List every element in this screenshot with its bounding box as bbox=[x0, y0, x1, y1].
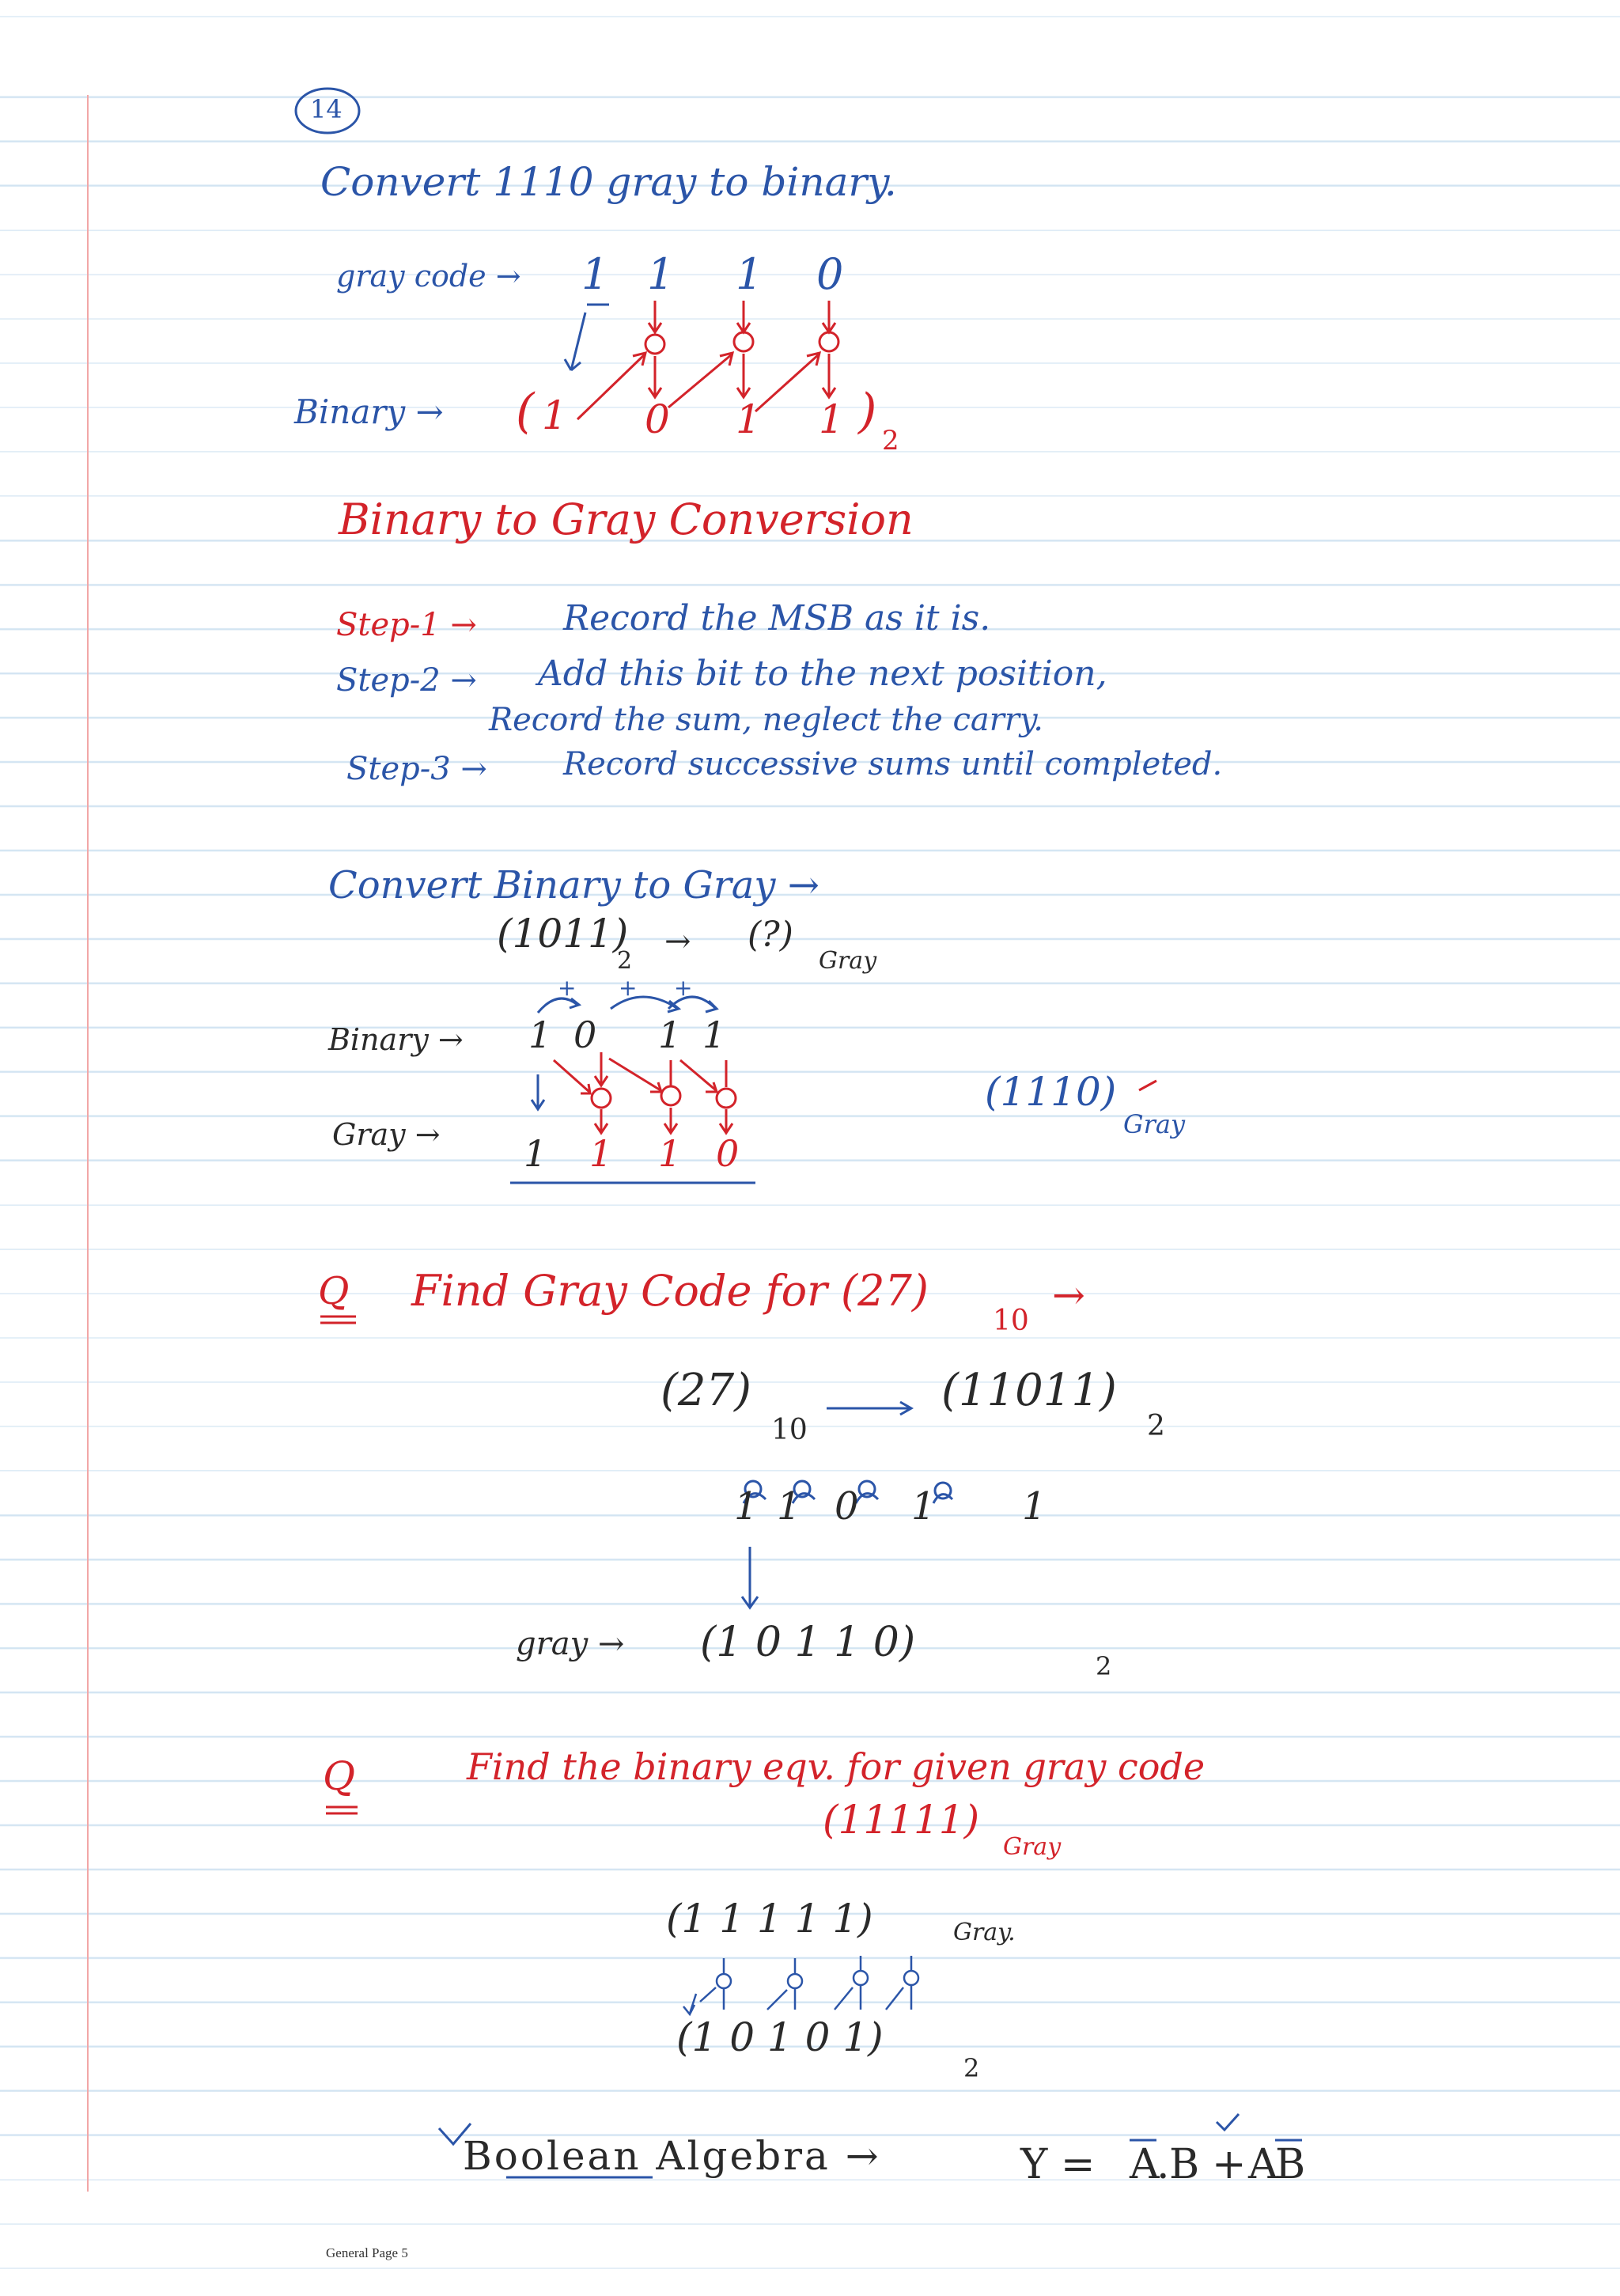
sec1-gray-digit-3: 0 bbox=[816, 249, 844, 299]
sec3-gray-digit-3: 0 bbox=[716, 1132, 740, 1175]
sec4-result: (1 0 1 1 0) bbox=[700, 1619, 916, 1666]
sec5-row1: (1 1 1 1 1) bbox=[666, 1896, 873, 1942]
sec3-heading: Convert Binary to Gray → bbox=[328, 863, 819, 907]
sec4-question-sub: 10 bbox=[993, 1305, 1029, 1337]
sec1-gray-label: gray code → bbox=[336, 259, 521, 294]
sec6-term4: B bbox=[1275, 2141, 1306, 2188]
sec6-dot: . bbox=[1156, 2141, 1170, 2188]
sec1-gray-digit-2: 1 bbox=[736, 249, 763, 299]
sec6-plus: + bbox=[1212, 2141, 1247, 2188]
sec3-plus-1: + bbox=[619, 975, 638, 1001]
sec4-xor-digit-0: 1 bbox=[734, 1484, 759, 1529]
sec3-given: (1011) bbox=[497, 911, 629, 957]
sec3-binary-digit-2: 1 bbox=[658, 1013, 682, 1056]
sec1-binary-label: Binary → bbox=[294, 392, 444, 431]
sec6-term1: A bbox=[1130, 2141, 1160, 2188]
sec3-answer-sub: Gray bbox=[1123, 1109, 1186, 1139]
sec2-step-2b-text: Record the sum, neglect the carry. bbox=[489, 702, 1043, 738]
sec3-given-base: 2 bbox=[617, 947, 633, 975]
sec4-conv-left: (27) bbox=[660, 1365, 751, 1416]
sec5-q-mark: Q bbox=[323, 1753, 355, 1799]
sec1-binary-digit-3: 1 bbox=[819, 396, 844, 442]
sec5-row2-sub: 2 bbox=[963, 2053, 980, 2083]
sec1-binary-digit-0: 1 bbox=[542, 392, 567, 438]
sec2-step-3-text: Record successive sums until completed. bbox=[563, 746, 1223, 782]
sec1-binary-digit-1: 0 bbox=[645, 396, 670, 442]
sec3-gray-digit-2: 1 bbox=[658, 1132, 682, 1175]
sec4-question: Find Gray Code for (27) bbox=[411, 1266, 929, 1316]
sec6-title: Boolean Algebra → bbox=[463, 2133, 881, 2179]
sec3-arrow: → bbox=[664, 923, 691, 960]
sec2-step-3-label: Step-3 → bbox=[346, 751, 487, 787]
sec3-unknown-sub: Gray bbox=[819, 947, 877, 975]
sec4-result-sub: 2 bbox=[1096, 1651, 1112, 1681]
sec4-result-label: gray → bbox=[516, 1626, 625, 1662]
sec4-xor-digit-3: 1 bbox=[911, 1484, 936, 1529]
sec3-plus-0: + bbox=[558, 975, 577, 1001]
sec1-gray-digit-0: 1 bbox=[581, 249, 609, 299]
sec3-gray-digit-1: 1 bbox=[589, 1132, 613, 1175]
sec4-q-mark: Q bbox=[318, 1269, 350, 1313]
sec4-question-arrow: → bbox=[1052, 1272, 1085, 1318]
sec5-row1-sub: Gray. bbox=[953, 1919, 1016, 1946]
sec4-xor-digit-4: 1 bbox=[1022, 1484, 1047, 1529]
sec1-binary-digit-2: 1 bbox=[736, 396, 761, 442]
sec3-binary-digit-1: 0 bbox=[573, 1013, 597, 1056]
sec3-binary-digit-0: 1 bbox=[528, 1013, 552, 1056]
sec4-conv-right-sub: 2 bbox=[1147, 1410, 1165, 1442]
sec4-xor-digit-2: 0 bbox=[835, 1484, 859, 1529]
sec2-step-2-text: Add this bit to the next position, bbox=[538, 654, 1107, 694]
sec5-given-sub: Gray bbox=[1003, 1833, 1062, 1861]
sec4-conv-right: (11011) bbox=[941, 1365, 1117, 1416]
sec1-binary-base: 2 bbox=[882, 425, 899, 457]
sec3-binary-digit-3: 1 bbox=[702, 1013, 726, 1056]
sec3-answer: (1110) bbox=[985, 1069, 1117, 1115]
sec2-title: Binary to Gray Conversion bbox=[339, 494, 914, 544]
sec4-conv-left-sub: 10 bbox=[771, 1414, 808, 1446]
page-number: 14 bbox=[310, 94, 343, 124]
sec6-term2: B bbox=[1169, 2141, 1200, 2188]
sec1-gray-digit-1: 1 bbox=[647, 249, 675, 299]
sec2-step-1-label: Step-1 → bbox=[336, 607, 477, 643]
sec2-step-2-label: Step-2 → bbox=[336, 662, 477, 699]
sec3-gray-digit-0: 1 bbox=[524, 1132, 547, 1175]
sec3-gray-label: Gray → bbox=[332, 1117, 441, 1152]
sec2-step-1-text: Record the MSB as it is. bbox=[563, 598, 991, 638]
sec5-given: (11111) bbox=[823, 1797, 980, 1843]
sec4-xor-digit-1: 1 bbox=[777, 1484, 801, 1529]
page-footer: General Page 5 bbox=[326, 2245, 408, 2260]
sec3-unknown: (?) bbox=[748, 915, 793, 955]
sec1-binary-paren-open: ( bbox=[516, 384, 535, 439]
sec6-term3: A bbox=[1248, 2141, 1278, 2188]
sec3-plus-2: + bbox=[674, 975, 693, 1001]
sec6-equation-lhs: Y = bbox=[1020, 2141, 1096, 2188]
sec3-binary-label: Binary → bbox=[328, 1022, 464, 1057]
sec1-heading: Convert 1110 gray to binary. bbox=[320, 159, 897, 205]
sec1-binary-paren-close: ) bbox=[858, 384, 877, 439]
sec5-row2: (1 0 1 0 1) bbox=[676, 2014, 884, 2060]
sec5-question: Find the binary eqv. for given gray code bbox=[467, 1745, 1206, 1788]
